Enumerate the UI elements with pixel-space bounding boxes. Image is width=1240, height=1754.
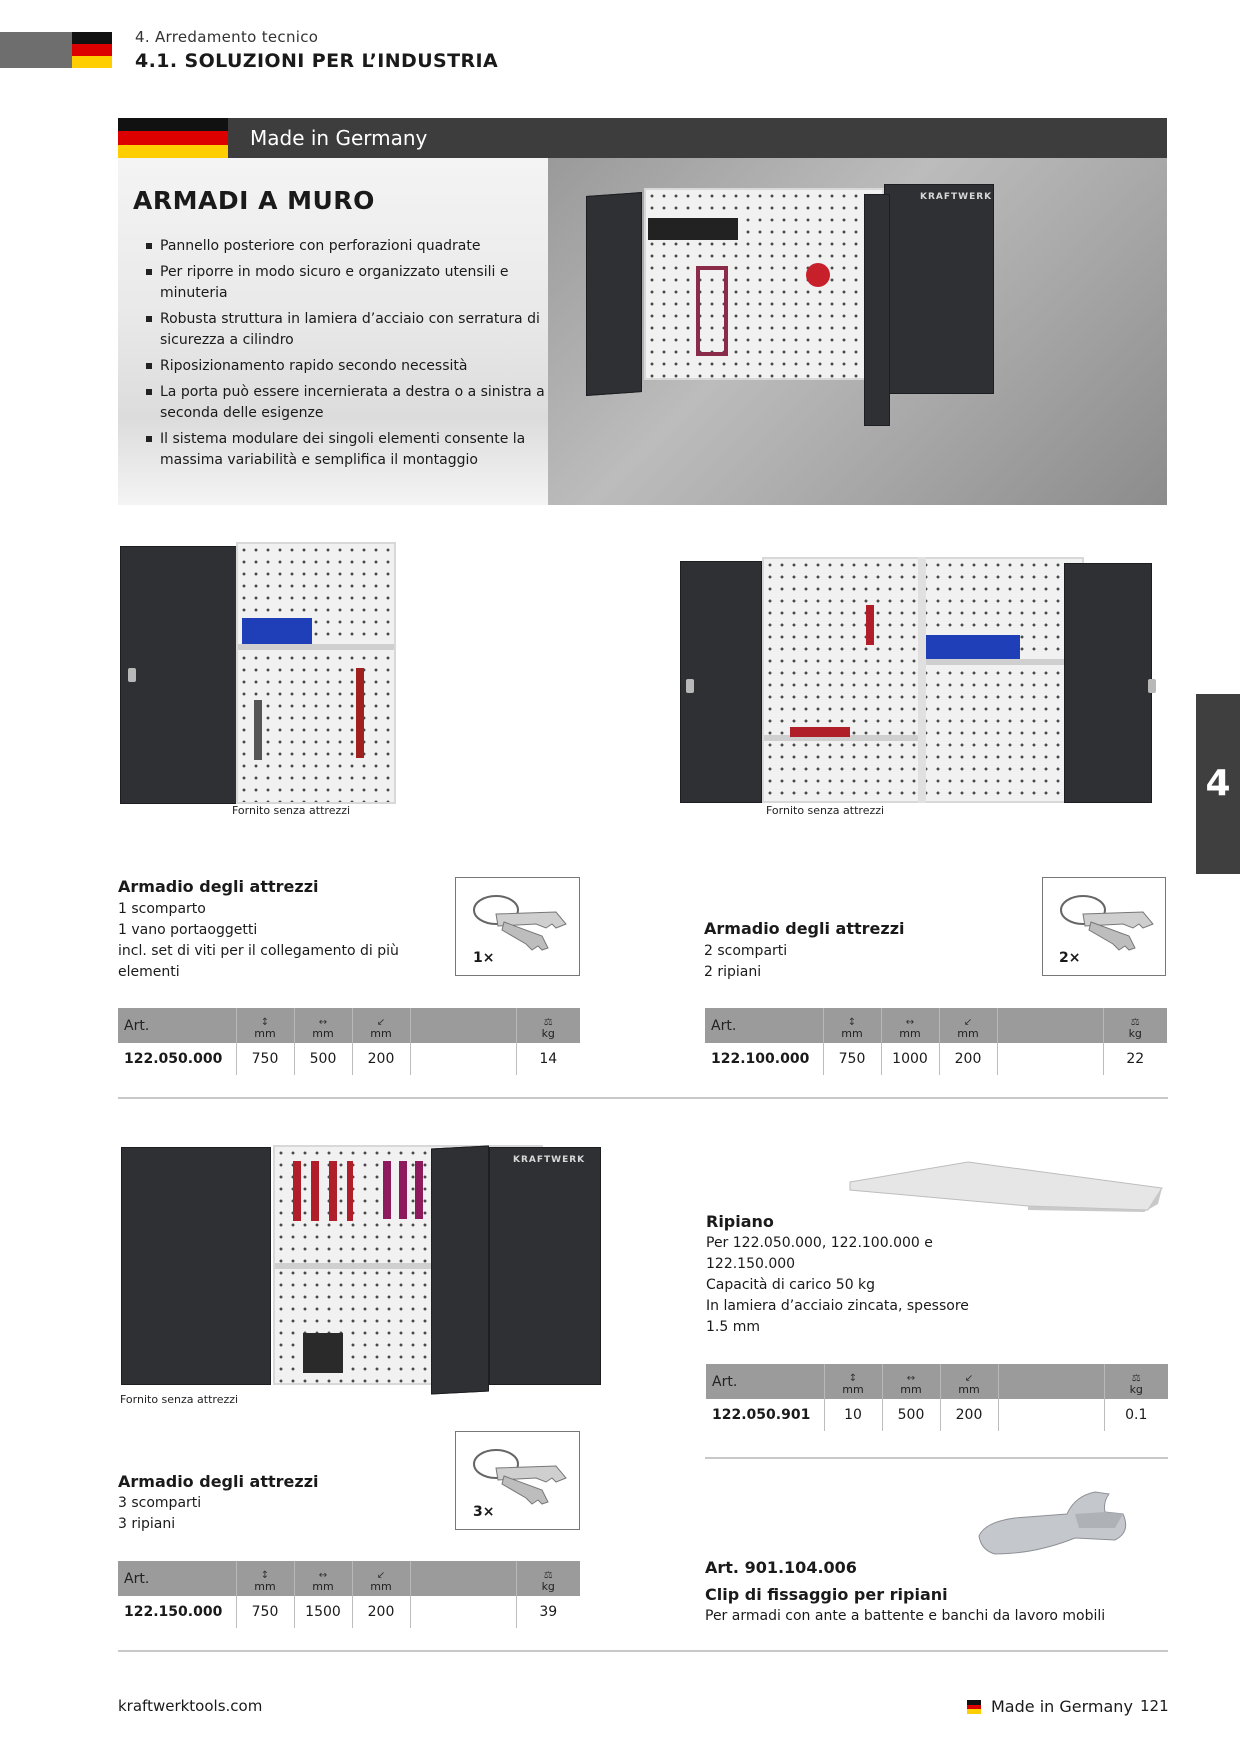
height-value: 10 xyxy=(824,1399,882,1431)
col-art: Art. xyxy=(705,1008,823,1043)
german-flag-icon xyxy=(967,1700,981,1714)
depth-icon: ↙ xyxy=(964,1373,974,1384)
col-empty xyxy=(410,1561,516,1596)
product-title: Armadio degli attrezzi xyxy=(704,919,905,938)
col-height: ↕ mm xyxy=(823,1008,881,1043)
product-title: Armadio degli attrezzi xyxy=(118,1472,319,1491)
divider xyxy=(705,1457,1168,1459)
german-flag-icon xyxy=(72,32,112,68)
chapter-label: 4. Arredamento tecnico xyxy=(135,28,319,46)
width-icon: ↔ xyxy=(318,1570,328,1581)
banner-text: Made in Germany xyxy=(250,126,428,150)
product-description: Per armadi con ante a battente e banchi da lavoro mobili xyxy=(705,1608,1106,1624)
col-art: Art. xyxy=(706,1364,824,1399)
cabinet-2-image xyxy=(678,555,1166,805)
description-line: 1.5 mm xyxy=(706,1319,760,1335)
product-description xyxy=(706,1233,1006,1338)
feature-item: Robusta struttura in lamiera d’acciaio con serratura di sicurezza a cilindro xyxy=(146,309,546,351)
width-icon: ↔ xyxy=(318,1017,328,1028)
art-number: 122.100.000 xyxy=(705,1043,823,1075)
description-line: 1 scomparto xyxy=(118,901,206,917)
page-number: 121 xyxy=(1140,1697,1169,1715)
description-line: Capacità di carico 50 kg xyxy=(706,1277,876,1293)
product-description xyxy=(118,899,418,983)
description-line: 3 scomparti xyxy=(118,1495,202,1511)
description-line: In lamiera d’acciaio zincata, spessore xyxy=(706,1298,969,1314)
table-row xyxy=(706,1399,1168,1431)
table-row xyxy=(118,1043,580,1075)
col-width: ↔ mm xyxy=(294,1561,352,1596)
weight-value: 0.1 xyxy=(1125,1407,1148,1423)
col-weight: ⚖ kg xyxy=(1103,1008,1167,1043)
scale-icon: ⚖ xyxy=(1130,1017,1140,1028)
product-title: Clip di fissaggio per ripiani xyxy=(705,1585,948,1604)
hero-cabinet-photo xyxy=(548,158,1167,505)
key-count: 1× xyxy=(473,950,495,966)
clip-art-number: Art. 901.104.006 xyxy=(705,1558,857,1577)
art-number: 122.050.901 xyxy=(706,1399,824,1431)
col-width: ↔ mm xyxy=(881,1008,939,1043)
description-line: elementi xyxy=(118,964,180,980)
col-height: ↕ mm xyxy=(824,1364,882,1399)
col-depth: ↙ mm xyxy=(352,1561,410,1596)
col-weight: ⚖ kg xyxy=(516,1561,580,1596)
height-value: 750 xyxy=(236,1043,294,1075)
feature-list xyxy=(146,236,546,476)
spec-table xyxy=(706,1364,1168,1431)
feature-item: La porta può essere incernierata a destra o a sinistra a seconda delle esigenze xyxy=(146,382,546,424)
depth-value: 200 xyxy=(940,1399,998,1431)
spec-table xyxy=(118,1008,580,1075)
height-icon: ↕ xyxy=(847,1017,857,1028)
hero-title: ARMADI A MURO xyxy=(133,186,375,215)
feature-item: Il sistema modulare dei singoli elementi consente la massima variabilità e semplifica il montaggio xyxy=(146,429,546,471)
product-description xyxy=(118,1493,418,1535)
height-icon: ↕ xyxy=(848,1373,858,1384)
made-in-germany-label: Made in Germany xyxy=(991,1697,1133,1716)
weight-value: 22 xyxy=(1126,1051,1145,1067)
image-caption: Fornito senza attrezzi xyxy=(766,804,885,817)
depth-value: 200 xyxy=(352,1596,410,1628)
keys-box xyxy=(1042,877,1166,976)
image-caption: Fornito senza attrezzi xyxy=(120,1393,239,1406)
col-empty xyxy=(410,1008,516,1043)
section-title: 4.1. SOLUZIONI PER L’INDUSTRIA xyxy=(135,50,499,72)
keys-box xyxy=(455,877,580,976)
empty-cell xyxy=(410,1596,516,1628)
feature-item: Pannello posteriore con perforazioni quadrate xyxy=(146,236,546,257)
col-height: ↕ mm xyxy=(236,1561,294,1596)
width-value: 1000 xyxy=(881,1043,939,1075)
spec-table xyxy=(118,1561,580,1628)
spec-table xyxy=(705,1008,1167,1075)
depth-icon: ↙ xyxy=(376,1570,386,1581)
art-number: 122.150.000 xyxy=(118,1596,236,1628)
col-width: ↔ mm xyxy=(882,1364,940,1399)
table-row xyxy=(118,1596,580,1628)
width-value: 1500 xyxy=(294,1596,352,1628)
col-depth: ↙ mm xyxy=(352,1008,410,1043)
divider xyxy=(118,1097,1168,1099)
product-description xyxy=(704,941,1004,983)
depth-value: 200 xyxy=(939,1043,997,1075)
art-number: 122.050.000 xyxy=(118,1043,236,1075)
width-icon: ↔ xyxy=(905,1017,915,1028)
depth-icon: ↙ xyxy=(963,1017,973,1028)
description-line: 2 ripiani xyxy=(704,964,762,980)
cabinet-1-image xyxy=(118,540,398,805)
description-line: 1 vano portaoggetti xyxy=(118,922,258,938)
header-gray-bar xyxy=(0,32,72,68)
col-empty xyxy=(998,1364,1104,1399)
scale-icon: ⚖ xyxy=(543,1017,553,1028)
key-count: 2× xyxy=(1059,950,1081,966)
col-depth: ↙ mm xyxy=(940,1364,998,1399)
col-empty xyxy=(997,1008,1103,1043)
col-height: ↕ mm xyxy=(236,1008,294,1043)
keys-box xyxy=(455,1431,580,1530)
description-line: 2 scomparti xyxy=(704,943,788,959)
col-art: Art. xyxy=(118,1008,236,1043)
brand-logo: KRAFTWERK xyxy=(513,1155,586,1165)
description-line: incl. set di viti per il collegamento di più xyxy=(118,943,399,959)
feature-item: Per riporre in modo sicuro e organizzato utensili e minuteria xyxy=(146,262,546,304)
width-icon: ↔ xyxy=(906,1373,916,1384)
feature-item: Riposizionamento rapido secondo necessità xyxy=(146,356,546,377)
divider xyxy=(118,1650,1168,1652)
col-width: ↔ mm xyxy=(294,1008,352,1043)
col-depth: ↙ mm xyxy=(939,1008,997,1043)
chapter-tab: 4 xyxy=(1196,694,1240,874)
empty-cell xyxy=(997,1043,1103,1075)
col-art: Art. xyxy=(118,1561,236,1596)
scale-icon: ⚖ xyxy=(543,1570,553,1581)
empty-cell xyxy=(998,1399,1104,1431)
depth-value: 200 xyxy=(352,1043,410,1075)
depth-icon: ↙ xyxy=(376,1017,386,1028)
height-icon: ↕ xyxy=(260,1017,270,1028)
empty-cell xyxy=(410,1043,516,1075)
width-value: 500 xyxy=(882,1399,940,1431)
product-title: Ripiano xyxy=(706,1212,774,1231)
height-value: 750 xyxy=(236,1596,294,1628)
brand-logo: KRAFTWERK xyxy=(920,192,993,202)
clip-image xyxy=(975,1488,1135,1560)
description-line: 122.150.000 xyxy=(706,1256,796,1272)
description-line: Per 122.050.000, 122.100.000 e xyxy=(706,1235,933,1251)
cabinet-3-image xyxy=(113,1143,603,1389)
weight-value: 14 xyxy=(539,1051,558,1067)
key-count: 3× xyxy=(473,1504,495,1520)
shelf-image xyxy=(848,1160,1164,1212)
product-title: Armadio degli attrezzi xyxy=(118,877,319,896)
table-row xyxy=(705,1043,1167,1075)
height-value: 750 xyxy=(823,1043,881,1075)
col-weight: ⚖ kg xyxy=(1104,1364,1168,1399)
col-weight: ⚖ kg xyxy=(516,1008,580,1043)
width-value: 500 xyxy=(294,1043,352,1075)
scale-icon: ⚖ xyxy=(1131,1373,1141,1384)
image-caption: Fornito senza attrezzi xyxy=(232,804,351,817)
weight-value: 39 xyxy=(539,1604,558,1620)
description-line: 3 ripiani xyxy=(118,1516,176,1532)
german-flag-icon xyxy=(118,118,228,158)
height-icon: ↕ xyxy=(260,1570,270,1581)
website-link[interactable]: kraftwerktools.com xyxy=(118,1697,263,1715)
